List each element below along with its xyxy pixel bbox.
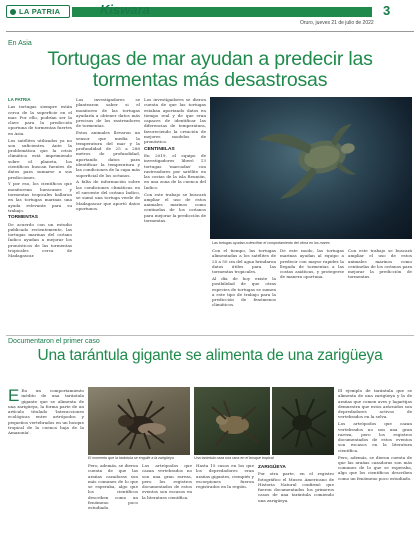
newspaper-logo [6, 5, 70, 18]
subheading: CENTINELAS [144, 146, 175, 152]
article1-column-3 [144, 97, 206, 331]
spider-icon [272, 387, 334, 455]
paragraph: Por otra parte, en el registro fotográfico el Museo Americano de Historia Natural confirmó que fueron documentados los primeros casos de una tarántula comiendo una zarigüeya. [258, 471, 334, 503]
tarantula-icon [88, 387, 190, 455]
paragraph: Con este trabajo se buscará ampliar el uso de estos animales marinos como centinelas de los océanos para mejorar la predicción de tormentas. [144, 191, 206, 224]
logo-text: LA PATRIA [19, 7, 61, 16]
article1-column-1 [8, 97, 72, 331]
paragraph: En un comportamiento inédito de una tarántula gigante que se alimenta de una zarigüeya, la forma parte de un artículo titulado 'Interacciones ecológicas entre artrópodos y pequeños vertebrados en un bosque tropical de la cuenca baja de la Amazonía'. [8, 388, 84, 436]
article1-headline: Tortugas de mar ayudan a predecir las tormentas más desastrosas [47, 48, 373, 91]
photo-caption: Las tortugas ayudan a descifrar el comportamiento del clima en los mares [212, 241, 330, 245]
paragraph: Estos animales llevaron un sensor que medía la temperatura del mar y la profundidad de 25 a 288 metros de profundidad, aportando datos para identificar la temperatura y las condiciones de la capa más superficial de los océanos. [76, 130, 140, 178]
paragraph: Los artrópodos que cazan vertebrados no son una gran rareza, pero los registros documentados de estos eventos son escasos en la literatura científica. [338, 421, 412, 453]
logo-icon [10, 9, 16, 15]
paragraph: Los artrópodos que cazan vertebrados no son una gran rareza, pero los registros documentados de estos eventos son escasos en la literatura científica. [142, 463, 192, 500]
page-number: 3 [383, 3, 391, 18]
paragraph: Los investigadores se plantearon saber si el monitoreo de las tortugas ayudaría a obtener datos más precisos de los rastreadores de tormentas. [76, 97, 140, 129]
article1-column-5 [280, 248, 344, 332]
article2-column-6 [338, 388, 412, 532]
article1-column-4 [212, 248, 276, 332]
paragraph: Con el tiempo, las tortugas alimentadas a los satélites de 25 a 50 cm del agua brindaron datos útiles para las tormentas tropicales. [212, 248, 276, 275]
subheading: ZARIGÜEYA [258, 465, 286, 470]
drop-cap: E [8, 388, 20, 405]
tarantula-photo [88, 387, 190, 455]
caption-frog: Una tarántula caza una rana en el bosque tropical [194, 456, 274, 460]
paragraph: De este modo, las tortugas marinas ayudan al equipo a predecir con mayor rapidez la llegada de tormentas a las costas asiáticas, y protegerse de manera oportuna. [280, 248, 344, 280]
paragraph: El ejemplo de tarántula que se alimenta de una zarigüeya y la de arañas que comen aves y lagartijas demuestra que estos arácnidos son depredadores activos de vertebrados en la selva. [338, 388, 412, 420]
article1-kicker: En Asia [8, 40, 32, 47]
page-header [0, 0, 420, 40]
paragraph: Los satélites utilizados ya no son suficientes. Ante la problemática que la crisis climática está imprimiendo sobre el planeta, los científicos buscan fuentes de datos para sumarse a sus predicciones. [8, 137, 72, 180]
tarantula-prey-photo [272, 387, 334, 455]
article2-column-3 [142, 463, 192, 533]
paragraph: Con este trabajo se buscará ampliar el uso de estos animales marinos como centinelas de los océanos para mejorar la predicción de tormentas. [348, 248, 412, 280]
paragraph: En 2019, el equipo de investigadores liberó 13 tortugas 'marcadas' con rastreadores por satélite en las costas de la isla Reunión, en una zona de la cuenca del Índico. [144, 152, 206, 190]
article1-column-6 [348, 248, 412, 332]
header-rule [6, 31, 414, 32]
article2-headline: Una tarántula gigante se alimenta de una zarigüeya [37, 347, 383, 364]
article2-kicker: Documentaron el primer caso [8, 338, 100, 345]
caption-tarantula: El momento que la tarántula se engulle a la zarigüeya [88, 456, 174, 460]
paragraph: Los investigadores se dieron cuenta de que las tortugas estaban aportando datos en tiempo real y de que eran capaces de identificar las diferencias de temperatura, favoreciendo la creación de mejores modelos de pronóstico. [144, 97, 206, 145]
sea-turtle-icon [210, 97, 412, 239]
paragraph: A falta de información sobre las condiciones climáticas en el suroeste del océano Índico, se sumó una tortuga verde de Madagascar que aportó datos oportunos. [76, 179, 140, 211]
sea-turtle-photo [210, 97, 412, 239]
paragraph: Pero, además, se dieron cuenta de que las arañas cazadoras son más comunes de lo que se esperaba, algo que los científicos describen como un fenómeno poco estudiado. [338, 454, 412, 481]
paragraph: Y por eso, los científicos que monitorean huracanes y tormentas tropicales hallaron en las tortugas marinas una ayuda relevante para su trabajo. [8, 181, 72, 213]
article1-byline: LA PATRIA [8, 97, 31, 102]
article2-column-5 [258, 463, 334, 533]
frog-icon [194, 387, 270, 455]
paragraph: Al día de hoy existe la posibilidad de que otras especies de tortugas se sumen a este tipo de trabajo para la predicción de fenómenos climáticos. [212, 275, 276, 308]
article2-column-2 [88, 463, 138, 533]
subheading: TORMENTAS [8, 215, 38, 221]
article2-column-4 [196, 463, 254, 533]
section-title: Kiswara [100, 2, 150, 17]
article2-column-1 [8, 388, 84, 532]
paragraph: De acuerdo con un estudio publicado recientemente, las tortugas marinas del océano Índico ayudan a mejorar los pronósticos de las tormentas tropicales cerca de Madagascar. [8, 221, 72, 259]
opossum-photo [194, 387, 270, 455]
article1-column-2 [76, 97, 140, 331]
paragraph: Pero, además, se dieron cuenta de que las arañas cazadoras son más comunes de lo que se esperaba, algo que los científicos describen como un fenómeno poco estudiado. [88, 463, 138, 511]
article-divider [6, 335, 414, 336]
paragraph: Las tortugas siempre están cerca de la superficie en el mar. Por ello, podrían ser la clave para la predicción oportuna de tormentas fuertes en Asia. [8, 104, 72, 136]
paragraph: Hasta 15 casos en los que los depredadores eran arañas gigantes, ciempiés y escorpiones fueron registrados en la región. [196, 463, 254, 490]
dateline: Oruro, jueves 21 de julio de 2022 [300, 20, 374, 26]
